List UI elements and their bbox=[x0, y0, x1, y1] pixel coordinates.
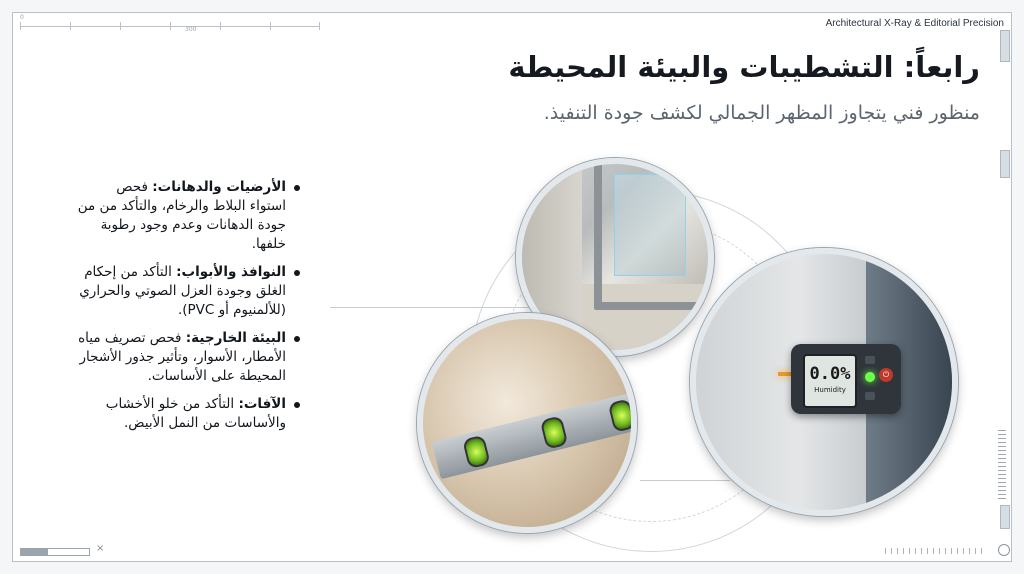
bullet-text: التأكد من إحكام الغلق وجودة العزل الصوتي والحراري (للألمنيوم أو PVC). bbox=[79, 264, 286, 318]
level-bubble-icon bbox=[608, 398, 637, 432]
meter-probe bbox=[778, 372, 792, 376]
ruler-start-label: 0 bbox=[20, 14, 24, 21]
bullet-term: الأرضيات والدهانات: bbox=[152, 179, 286, 195]
meter-label: Humidity bbox=[814, 386, 846, 394]
bullet-term: الآفات: bbox=[238, 396, 286, 412]
spirit-level bbox=[432, 387, 637, 480]
meter-down-button bbox=[865, 392, 875, 400]
level-bubble-icon bbox=[462, 435, 491, 469]
side-gauge bbox=[1000, 30, 1010, 62]
side-scale bbox=[998, 430, 1006, 500]
moisture-meter bbox=[791, 344, 901, 414]
status-led-icon bbox=[865, 372, 875, 382]
meter-up-button bbox=[865, 356, 875, 364]
moisture-meter-image bbox=[690, 248, 958, 516]
bullet-item bbox=[76, 263, 286, 320]
slide-title: رابعاً: التشطيبات والبيئة المحيطة bbox=[508, 50, 980, 84]
diagram-line bbox=[640, 480, 730, 481]
progress-indicator bbox=[20, 548, 90, 556]
diagram-line bbox=[330, 307, 530, 308]
side-gauge bbox=[1000, 150, 1010, 178]
level-bubble-icon bbox=[540, 415, 569, 449]
bullet-term: النوافذ والأبواب: bbox=[176, 264, 286, 280]
bullet-item bbox=[76, 178, 286, 254]
bottom-scale bbox=[885, 548, 985, 554]
corner-marker-icon bbox=[998, 544, 1010, 556]
bullet-list bbox=[76, 178, 304, 442]
power-icon: ⏻ bbox=[879, 368, 893, 382]
spirit-level-image bbox=[417, 313, 637, 533]
meter-reading: 0.0% bbox=[809, 364, 851, 384]
bullet-term: البيئة الخارجية: bbox=[185, 330, 286, 346]
brand-label: Architectural X-Ray & Editorial Precision bbox=[825, 18, 1004, 29]
bullet-text: التأكد من خلو الأخشاب والأساسات من النمل الأبيض. bbox=[105, 396, 286, 431]
bullet-text: فحص تصريف مياه الأمطار، الأسوار، وتأثير جذور الأشجار المحيطة على الأساسات. bbox=[78, 330, 286, 384]
bullet-item bbox=[76, 329, 286, 386]
slide-subtitle: منظور فني يتجاوز المظهر الجمالي لكشف جودة التنفيذ. bbox=[543, 102, 980, 124]
bullet-item bbox=[76, 395, 286, 433]
window-glass bbox=[614, 174, 686, 276]
bullet-text: فحص استواء البلاط والرخام، والتأكد من من جودة الدهانات وعدم وجود رطوبة خلفها. bbox=[77, 179, 286, 252]
meter-screen bbox=[803, 354, 857, 408]
side-gauge bbox=[1000, 505, 1010, 529]
top-ruler bbox=[20, 16, 320, 34]
ruler-end-label: 300 bbox=[185, 26, 197, 33]
close-icon: × bbox=[96, 543, 105, 554]
